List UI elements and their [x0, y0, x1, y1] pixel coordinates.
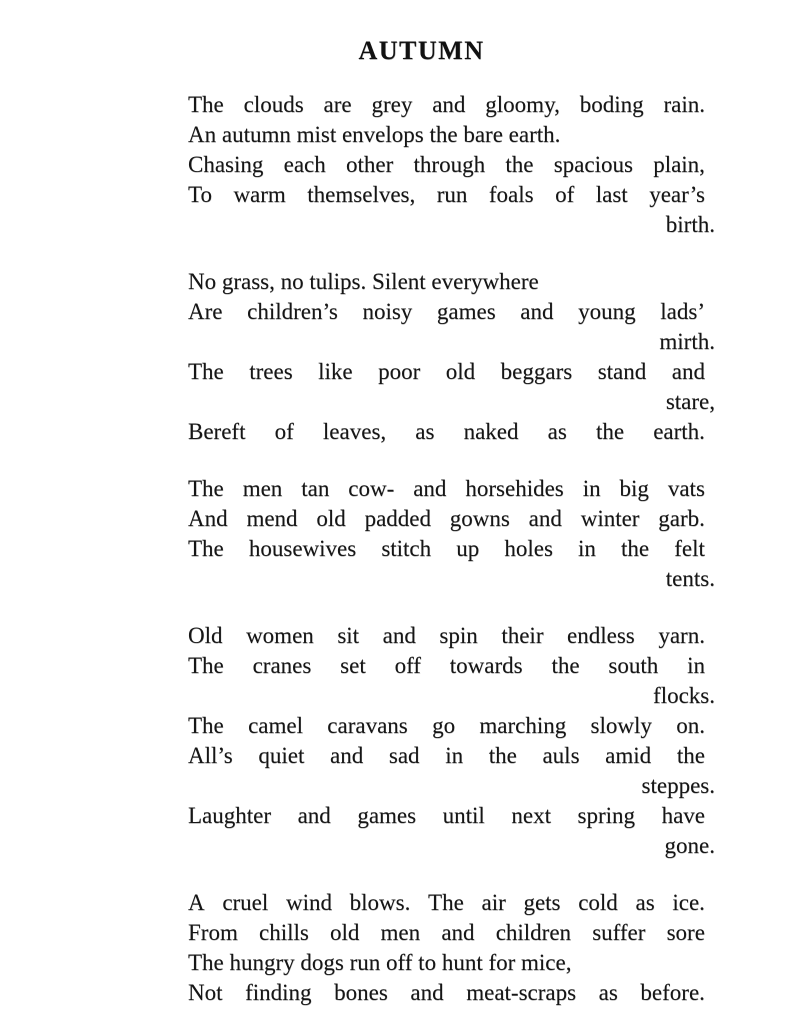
poem-line: The clouds are grey and gloomy, boding rain. — [188, 92, 705, 117]
poem-line: Are children’s noisy games and young lads’ — [188, 299, 705, 324]
poem-line: flocks. — [653, 683, 715, 708]
poem-line: All’s quiet and sad in the auls amid the — [188, 743, 705, 768]
poem-line: gone. — [664, 833, 715, 858]
poem-line: To warm themselves, run foals of last year’s — [188, 182, 705, 207]
stanza — [188, 267, 715, 447]
poem-line: The camel caravans go marching slowly on. — [188, 713, 705, 738]
stanza — [188, 90, 715, 240]
poem-line: birth. — [665, 212, 715, 237]
poem-line: And mend old padded gowns and winter garb. — [188, 506, 705, 531]
poem-line: The cranes set off towards the south in — [188, 653, 705, 678]
stanza — [188, 888, 705, 1008]
poem-body — [188, 90, 715, 1008]
poem-line: stare, — [665, 389, 715, 414]
poem-line: The housewives stitch up holes in the felt — [188, 536, 705, 561]
poem-line: The hungry dogs run off to hunt for mice, — [188, 950, 572, 975]
poem-line: tents. — [665, 566, 715, 591]
poem-line: Old women sit and spin their endless yarn. — [188, 623, 705, 648]
poem-line: Bereft of leaves, as naked as the earth. — [188, 419, 705, 444]
poem-line: A cruel wind blows. The air gets cold as ice. — [188, 890, 705, 915]
stanza — [188, 474, 715, 594]
stanza — [188, 621, 715, 861]
poem-line: Not finding bones and meat-scraps as before. — [188, 980, 705, 1005]
poem-line: mirth. — [659, 329, 715, 354]
poem-line: An autumn mist envelops the bare earth. — [188, 122, 561, 147]
poem-line: No grass, no tulips. Silent everywhere — [188, 269, 539, 294]
poem-title: AUTUMN — [358, 36, 485, 65]
poem-line: Chasing each other through the spacious plain, — [188, 152, 705, 177]
poem-line: steppes. — [641, 773, 715, 798]
poem-line: From chills old men and children suffer sore — [188, 920, 705, 945]
poem-line: Laughter and games until next spring have — [188, 803, 705, 828]
poem-line: The men tan cow- and horsehides in big vats — [188, 476, 705, 501]
poem-line: The trees like poor old beggars stand and — [188, 359, 705, 384]
